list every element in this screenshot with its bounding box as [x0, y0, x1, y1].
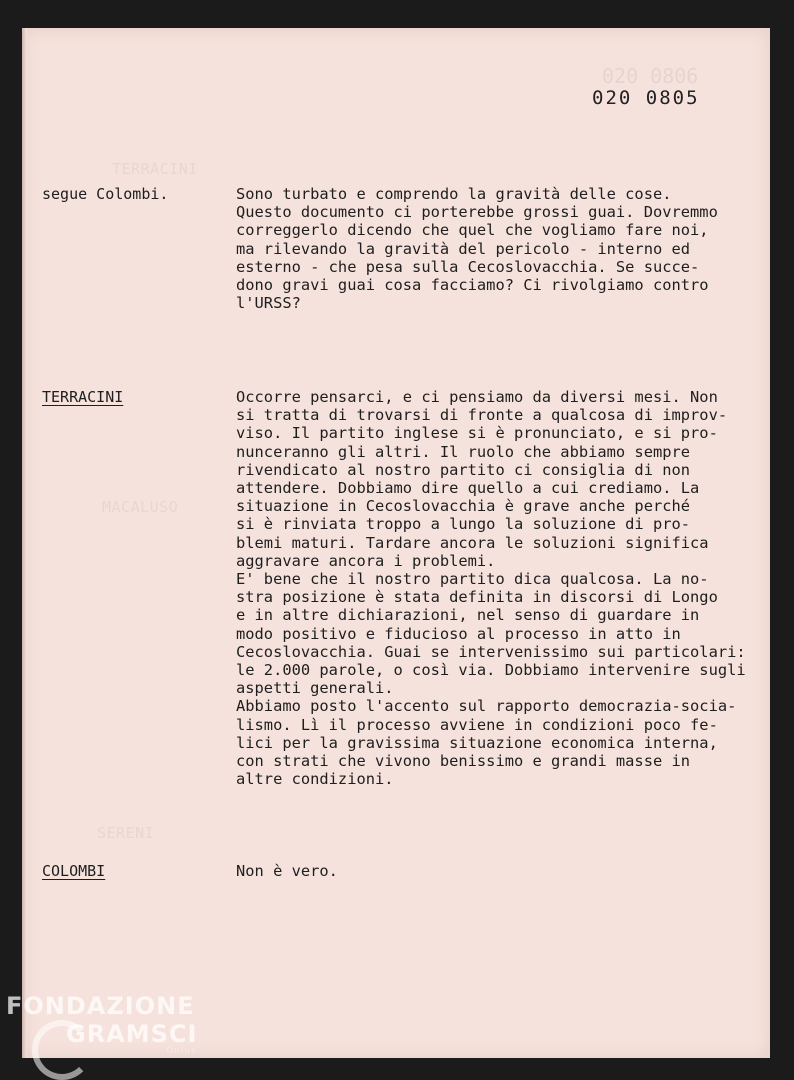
text-line: altre condizioni. [236, 770, 394, 789]
text-line: Occorre pensarci, e ci pensiamo da diversi mesi. Non [236, 388, 718, 406]
text-line: modo positivo e fiducioso al processo in atto in [236, 624, 681, 643]
text-line: Abbiamo posto l'accento sul rapporto democrazia-socia- [236, 697, 737, 716]
text-line: nunceranno gli altri. Il ruolo che abbiamo sempre [236, 442, 691, 461]
speaker-label: segue Colombi. [42, 185, 169, 203]
text-line: esterno - che pesa sulla Cecoslovacchia. Se succe- [236, 257, 700, 276]
text-line: blemi maturi. Tardare ancora le soluzioni significa [236, 533, 709, 552]
text-line: con strati che vivono benissimo e grandi masse in [236, 752, 691, 771]
text-line: Cecoslovacchia. Guai se intervenissimo sui particolari: [236, 642, 746, 661]
show-through-text: SERENI [97, 824, 155, 842]
text-line: si tratta di trovarsi di fronte a qualcosa di improv- [236, 406, 728, 425]
speaker-label: TERRACINI [42, 388, 124, 406]
text-line: attendere. Dobbiamo dire quello a cui crediamo. La [236, 479, 700, 498]
show-through-number: 020 0806 [602, 64, 699, 88]
show-through-text: TERRACINI [112, 160, 198, 178]
text-line: dono gravi guai cosa facciamo? Ci rivolgiamo contro [236, 276, 709, 295]
text-line: Sono turbato e comprendo la gravità delle cose. [236, 185, 672, 203]
show-through-text: MACALUSO [102, 498, 179, 516]
text-line: le 2.000 parole, o così via. Dobbiamo intervenire sugli [236, 661, 746, 680]
text-line: situazione in Cecoslovacchia è grave anche perché [236, 497, 691, 516]
page-edge [22, 28, 27, 1058]
text-line: E' bene che il nostro partito dica qualcosa. La no- [236, 570, 709, 589]
text-line: correggerlo dicendo che quel che vogliamo fare noi, [236, 221, 709, 240]
document-page [22, 28, 770, 1058]
g-logo-icon [32, 1020, 92, 1080]
speech-block [236, 862, 756, 880]
text-line: lismo. Lì il processo avviene in condizioni poco fe- [236, 715, 718, 734]
text-line: Questo documento ci porterebbe grossi guai. Dovremmo [236, 203, 718, 222]
text-line: Non è vero. [236, 862, 338, 880]
fondazione-gramsci-watermark: FONDAZIONE GRAMSCI Onlus [6, 992, 197, 1056]
text-line: lici per la gravissima situazione economica interna, [236, 733, 718, 752]
text-line: rivendicato al nostro partito ci consiglia di non [236, 460, 691, 479]
text-line: l'URSS? [236, 294, 301, 313]
speech-block [236, 185, 756, 312]
text-line: e in altre dichiarazioni, nel senso di guardare in [236, 606, 700, 625]
text-line: aspetti generali. [236, 679, 394, 698]
text-line: stra posizione è stata definita in discorsi di Longo [236, 588, 718, 607]
text-line: aggravare ancora i problemi. [236, 551, 496, 570]
text-line: viso. Il partito inglese si è pronunciato, e si pro- [236, 424, 718, 443]
document-number: 020 0805 [592, 87, 700, 109]
speaker-label: COLOMBI [42, 862, 106, 880]
text-line: ma rilevando la gravità del pericolo - interno ed [236, 239, 691, 258]
text-line: si è rinviata troppo a lungo la soluzione di pro- [236, 515, 691, 534]
speech-block [236, 388, 756, 788]
